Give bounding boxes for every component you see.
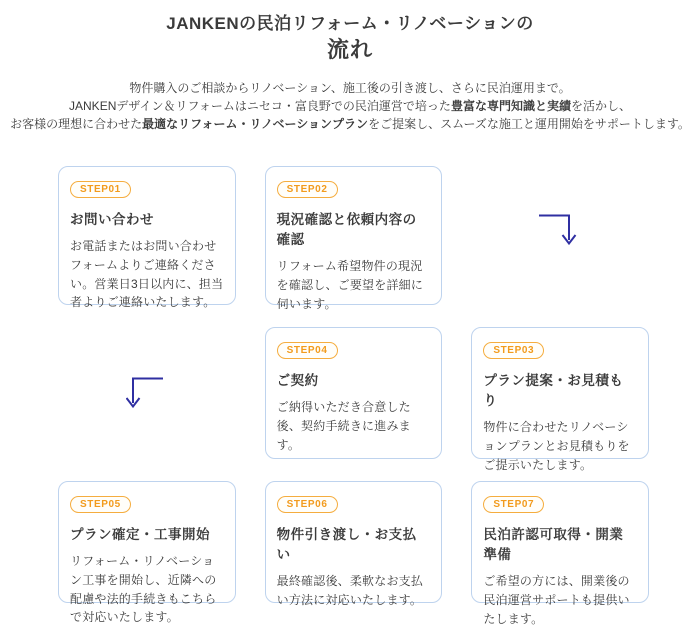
arrow-right-then-down-icon xyxy=(538,214,578,248)
step-card-07 xyxy=(471,481,649,626)
step-title: 民泊許認可取得・開業準備 xyxy=(483,527,624,563)
step-description: お電話またはお問い合わせフォームよりご連絡ください。営業日3日以内に、担当者よりご連絡いたします。 xyxy=(70,239,224,310)
step-badge: STEP06 xyxy=(277,496,338,513)
step-card-04 xyxy=(265,327,443,459)
step-description: ご希望の方には、開業後の民泊運営サポートも提供いたします。 xyxy=(483,574,630,626)
page-title-line1: JANKENの民泊リフォーム・リノベーションの xyxy=(166,14,534,33)
step-badge: STEP04 xyxy=(277,342,338,359)
step-card-06 xyxy=(265,481,443,607)
step-title: ご契約 xyxy=(276,373,319,389)
step-title: 現況確認と依頼内容の確認 xyxy=(276,212,417,248)
flow-arrow-cell-top xyxy=(471,166,649,305)
page-header xyxy=(0,0,700,64)
step-description: リフォーム・リノベーション工事を開始し、近隣への配慮や法的手続きもこちらで対応いたします。 xyxy=(70,554,217,625)
intro-line2-pre: JANKENデザイン＆リフォームはニセコ・富良野での民泊運営で培った xyxy=(69,99,451,114)
step-card-03 xyxy=(471,327,649,472)
step-description: 最終確認後、柔軟なお支払い方法に対応いたします。 xyxy=(276,574,424,607)
intro-line1: 物件購入のご相談からリノベーション、施工後の引き渡し、さらに民泊運用まで。 xyxy=(129,81,571,96)
step-card-01 xyxy=(58,166,236,310)
intro-line3-post: をご提案し、スムーズな施工と運用開始をサポートします。 xyxy=(368,117,690,132)
steps-flow-grid xyxy=(58,166,649,626)
arrow-left-then-down-icon xyxy=(126,377,166,411)
intro-line2-bold: 豊富な専門知識と実績 xyxy=(450,99,571,114)
step-card-02 xyxy=(265,166,443,311)
intro-line2-post: を活かし、 xyxy=(570,99,631,114)
step-badge: STEP03 xyxy=(483,342,544,359)
page-title-line2: 流れ xyxy=(326,36,373,62)
step-description: ご納得いただき合意した後、契約手続きに進みます。 xyxy=(276,400,411,452)
step-description: 物件に合わせたリノベーションプランとお見積もりをご提示いたします。 xyxy=(483,420,630,472)
step-title: 物件引き渡し・お支払い xyxy=(276,527,417,563)
flow-arrow-cell-middle xyxy=(58,327,236,459)
step-card-05 xyxy=(58,481,236,625)
step-title: プラン確定・工事開始 xyxy=(70,527,210,543)
step-title: プラン提案・お見積もり xyxy=(483,373,624,409)
intro-paragraph xyxy=(0,79,700,133)
step-badge: STEP07 xyxy=(483,496,544,513)
step-badge: STEP02 xyxy=(277,181,338,198)
step-badge: STEP01 xyxy=(70,181,131,198)
step-badge: STEP05 xyxy=(70,496,131,513)
intro-line3-bold: 最適なリフォーム・リノベーションプラン xyxy=(142,117,369,132)
step-title: お問い合わせ xyxy=(70,212,154,228)
intro-line3-pre: お客様の理想に合わせた xyxy=(10,117,143,132)
step-description: リフォーム希望物件の現況を確認し、ご要望を詳細に伺います。 xyxy=(276,259,424,311)
